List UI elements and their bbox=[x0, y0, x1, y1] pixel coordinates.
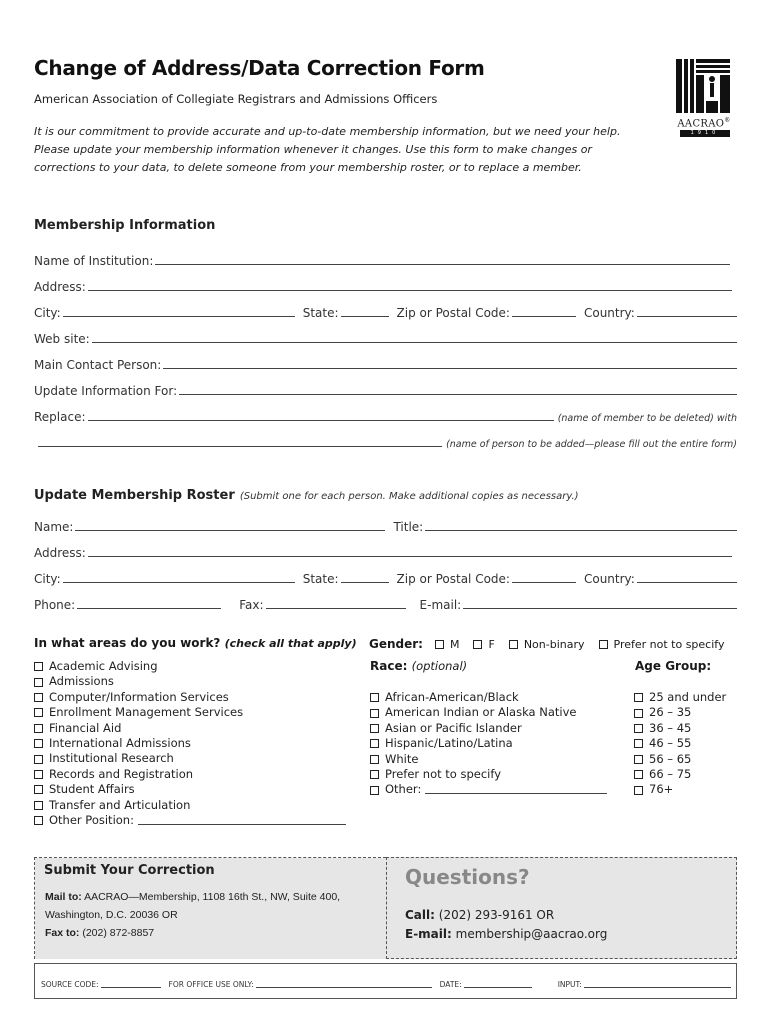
office-use-field[interactable] bbox=[256, 980, 432, 988]
questions-heading: Questions? bbox=[405, 865, 530, 889]
replace-label: Replace: bbox=[34, 410, 86, 424]
name-field[interactable] bbox=[75, 517, 385, 531]
replace-row bbox=[34, 406, 737, 424]
membership-heading: Membership Information bbox=[34, 218, 216, 233]
race-item[interactable]: African-American/Black bbox=[370, 690, 620, 705]
questions-panel bbox=[386, 857, 737, 959]
office-use-fields bbox=[41, 980, 731, 989]
checkbox-icon[interactable] bbox=[634, 786, 643, 795]
input-label: INPUT: bbox=[557, 980, 582, 989]
race-item[interactable]: American Indian or Alaska Native bbox=[370, 705, 620, 720]
date-field[interactable] bbox=[464, 980, 532, 988]
logo-year: 1910 bbox=[680, 130, 730, 137]
city-field[interactable] bbox=[63, 303, 295, 317]
checkbox-icon[interactable] bbox=[634, 693, 643, 702]
checkbox-icon[interactable] bbox=[370, 709, 379, 718]
checkbox-icon[interactable] bbox=[34, 678, 43, 687]
roster-note: (Submit one for each person. Make additional copies as necessary.) bbox=[239, 491, 579, 502]
update-for-field[interactable] bbox=[179, 381, 737, 395]
age-item[interactable]: 76+ bbox=[634, 782, 744, 797]
roster-country-label: Country: bbox=[583, 572, 635, 586]
age-item[interactable]: 26 – 35 bbox=[634, 705, 744, 720]
age-item[interactable]: 66 – 75 bbox=[634, 767, 744, 782]
address-label: Address: bbox=[34, 280, 86, 294]
checkbox-icon[interactable] bbox=[634, 724, 643, 733]
age-item[interactable]: 25 and under bbox=[634, 690, 744, 705]
gender-option[interactable]: Prefer not to specify bbox=[613, 637, 725, 651]
website-row bbox=[34, 328, 737, 346]
added-row bbox=[34, 432, 737, 450]
call-line: Call: (202) 293-9161 OR bbox=[405, 908, 555, 922]
submit-body bbox=[35, 885, 386, 959]
state-field[interactable] bbox=[341, 303, 389, 317]
checkbox-icon[interactable] bbox=[599, 640, 608, 649]
city-state-row bbox=[34, 302, 737, 320]
checkbox-icon[interactable] bbox=[370, 770, 379, 779]
roster-country-field[interactable] bbox=[637, 569, 737, 583]
race-heading: Race: bbox=[370, 659, 408, 673]
contact-row bbox=[34, 354, 737, 372]
race-list bbox=[370, 690, 620, 798]
checkbox-icon[interactable] bbox=[370, 693, 379, 702]
office-use-strip bbox=[34, 963, 737, 999]
roster-city-row bbox=[34, 568, 737, 586]
race-other-field[interactable] bbox=[425, 784, 607, 794]
replace-field[interactable] bbox=[88, 407, 554, 421]
age-list bbox=[634, 690, 744, 798]
contact-email-link[interactable]: membership@aacrao.org bbox=[455, 927, 608, 941]
checkbox-icon[interactable] bbox=[509, 640, 518, 649]
checkbox-icon[interactable] bbox=[473, 640, 482, 649]
gender-row bbox=[369, 637, 724, 651]
gender-option[interactable]: F bbox=[488, 637, 495, 651]
checkbox-icon[interactable] bbox=[370, 739, 379, 748]
update-for-row bbox=[34, 380, 737, 398]
roster-heading-row bbox=[34, 484, 579, 503]
checkbox-icon[interactable] bbox=[634, 755, 643, 764]
roster-state-label: State: bbox=[302, 572, 339, 586]
name-title-row bbox=[34, 516, 737, 534]
phone-row bbox=[34, 594, 737, 612]
checkbox-icon[interactable] bbox=[34, 662, 43, 671]
zip-label: Zip or Postal Code: bbox=[396, 306, 510, 320]
area-item[interactable]: International Admissions bbox=[34, 736, 354, 751]
age-heading: Age Group: bbox=[635, 659, 712, 673]
checkbox-icon[interactable] bbox=[34, 816, 43, 825]
area-item[interactable]: Financial Aid bbox=[34, 721, 354, 736]
email-field[interactable] bbox=[463, 595, 737, 609]
checkbox-icon[interactable] bbox=[34, 755, 43, 764]
input-field[interactable] bbox=[584, 980, 731, 988]
checkbox-icon[interactable] bbox=[370, 755, 379, 764]
address-row bbox=[34, 276, 737, 294]
roster-zip-field[interactable] bbox=[512, 569, 576, 583]
website-label: Web site: bbox=[34, 332, 90, 346]
checkbox-icon[interactable] bbox=[34, 693, 43, 702]
aacrao-logo bbox=[672, 57, 736, 137]
questions-body bbox=[405, 906, 607, 944]
age-item[interactable]: 56 – 65 bbox=[634, 752, 744, 767]
areas-heading-note: (check all that apply) bbox=[224, 637, 357, 650]
area-item[interactable]: Transfer and Articulation bbox=[34, 798, 354, 813]
mail-to: Mail to: AACRAO—Membership, 1108 16th St., NW, Suite 400, Washington, D.C. 20036 OR bbox=[45, 891, 341, 921]
roster-address-field[interactable] bbox=[88, 543, 732, 557]
area-item[interactable]: Admissions bbox=[34, 674, 354, 689]
checkbox-icon[interactable] bbox=[370, 724, 379, 733]
race-item[interactable]: Prefer not to specify bbox=[370, 767, 620, 782]
zip-field[interactable] bbox=[512, 303, 576, 317]
fax-to: Fax to: (202) 872-8857 bbox=[45, 927, 155, 939]
intro-text: It is our commitment to provide accurate and up-to-date membership information, but we need your help. Please update your membership information whenever it changes. Use this form to make changes or corrections to your data, to delete someone from your membership roster, or to replace a member. bbox=[34, 125, 621, 174]
checkbox-icon[interactable] bbox=[634, 739, 643, 748]
date-label: DATE: bbox=[439, 980, 462, 989]
title-field[interactable] bbox=[425, 517, 737, 531]
areas-list bbox=[34, 659, 354, 828]
roster-address-row bbox=[34, 542, 737, 560]
institution-field[interactable] bbox=[155, 251, 730, 265]
race-item[interactable]: Hispanic/Latino/Latina bbox=[370, 736, 620, 751]
fax-field[interactable] bbox=[266, 595, 406, 609]
country-label: Country: bbox=[583, 306, 635, 320]
roster-address-label: Address: bbox=[34, 546, 86, 560]
race-note: (optional) bbox=[411, 659, 468, 673]
gender-option[interactable]: Non-binary bbox=[523, 637, 585, 651]
gender-heading: Gender: bbox=[369, 637, 423, 651]
race-item[interactable]: Asian or Pacific Islander bbox=[370, 721, 620, 736]
age-item[interactable]: 46 – 55 bbox=[634, 736, 744, 751]
source-code-label: SOURCE CODE: bbox=[41, 980, 99, 989]
institution-row bbox=[34, 250, 737, 268]
country-field[interactable] bbox=[637, 303, 737, 317]
checkbox-icon[interactable] bbox=[34, 785, 43, 794]
checkbox-icon[interactable] bbox=[634, 770, 643, 779]
area-item[interactable]: Enrollment Management Services bbox=[34, 705, 354, 720]
submit-panel bbox=[34, 857, 386, 959]
title-label: Title: bbox=[393, 520, 424, 534]
institution-label: Name of Institution: bbox=[34, 254, 154, 268]
checkbox-icon[interactable] bbox=[34, 708, 43, 717]
race-item-other[interactable]: Other: bbox=[370, 782, 620, 797]
checkbox-icon[interactable] bbox=[634, 709, 643, 718]
logo-text: AACRAO® bbox=[677, 117, 731, 130]
logo-mark-icon bbox=[672, 57, 736, 117]
area-item[interactable]: Academic Advising bbox=[34, 659, 354, 674]
office-use-label: FOR OFFICE USE ONLY: bbox=[168, 980, 254, 989]
phone-field[interactable] bbox=[77, 595, 221, 609]
website-field[interactable] bbox=[92, 329, 737, 343]
source-code-field[interactable] bbox=[101, 980, 161, 988]
areas-heading-row bbox=[34, 636, 357, 650]
area-item[interactable]: Institutional Research bbox=[34, 751, 354, 766]
age-item[interactable]: 36 – 45 bbox=[634, 721, 744, 736]
areas-heading: In what areas do you work? bbox=[34, 636, 221, 650]
roster-city-field[interactable] bbox=[63, 569, 295, 583]
race-heading-row bbox=[370, 659, 467, 673]
phone-label: Phone: bbox=[34, 598, 76, 612]
name-label: Name: bbox=[34, 520, 74, 534]
email-line: E-mail: membership@aacrao.org bbox=[405, 927, 608, 941]
checkbox-icon[interactable] bbox=[370, 786, 379, 795]
race-item[interactable]: White bbox=[370, 752, 620, 767]
checkbox-icon[interactable] bbox=[34, 801, 43, 810]
gender-option[interactable]: M bbox=[449, 637, 460, 651]
update-for-label: Update Information For: bbox=[34, 384, 178, 398]
email-label: E-mail: bbox=[419, 598, 462, 612]
roster-city-label: City: bbox=[34, 572, 61, 586]
page-title: Change of Address/Data Correction Form bbox=[34, 56, 485, 80]
fax-label: Fax: bbox=[239, 598, 264, 612]
checkbox-icon[interactable] bbox=[34, 739, 43, 748]
state-label: State: bbox=[302, 306, 339, 320]
roster-heading: Update Membership Roster bbox=[34, 488, 235, 503]
roster-zip-label: Zip or Postal Code: bbox=[396, 572, 510, 586]
area-item-other[interactable]: Other Position: bbox=[34, 813, 354, 828]
roster-state-field[interactable] bbox=[341, 569, 389, 583]
added-person-field[interactable] bbox=[38, 433, 442, 447]
other-position-field[interactable] bbox=[138, 815, 346, 825]
area-item[interactable]: Computer/Information Services bbox=[34, 690, 354, 705]
contact-field[interactable] bbox=[163, 355, 737, 369]
organization-name: American Association of Collegiate Registrars and Admissions Officers bbox=[34, 92, 438, 106]
replace-note: (name of member to be deleted) with bbox=[557, 413, 737, 424]
city-label: City: bbox=[34, 306, 61, 320]
area-item[interactable]: Student Affairs bbox=[34, 782, 354, 797]
checkbox-icon[interactable] bbox=[34, 724, 43, 733]
checkbox-icon[interactable] bbox=[34, 770, 43, 779]
checkbox-icon[interactable] bbox=[435, 640, 444, 649]
contact-label: Main Contact Person: bbox=[34, 358, 162, 372]
submit-heading: Submit Your Correction bbox=[35, 858, 386, 885]
area-item[interactable]: Records and Registration bbox=[34, 767, 354, 782]
address-field[interactable] bbox=[88, 277, 732, 291]
added-note: (name of person to be added—please fill out the entire form) bbox=[446, 439, 737, 450]
